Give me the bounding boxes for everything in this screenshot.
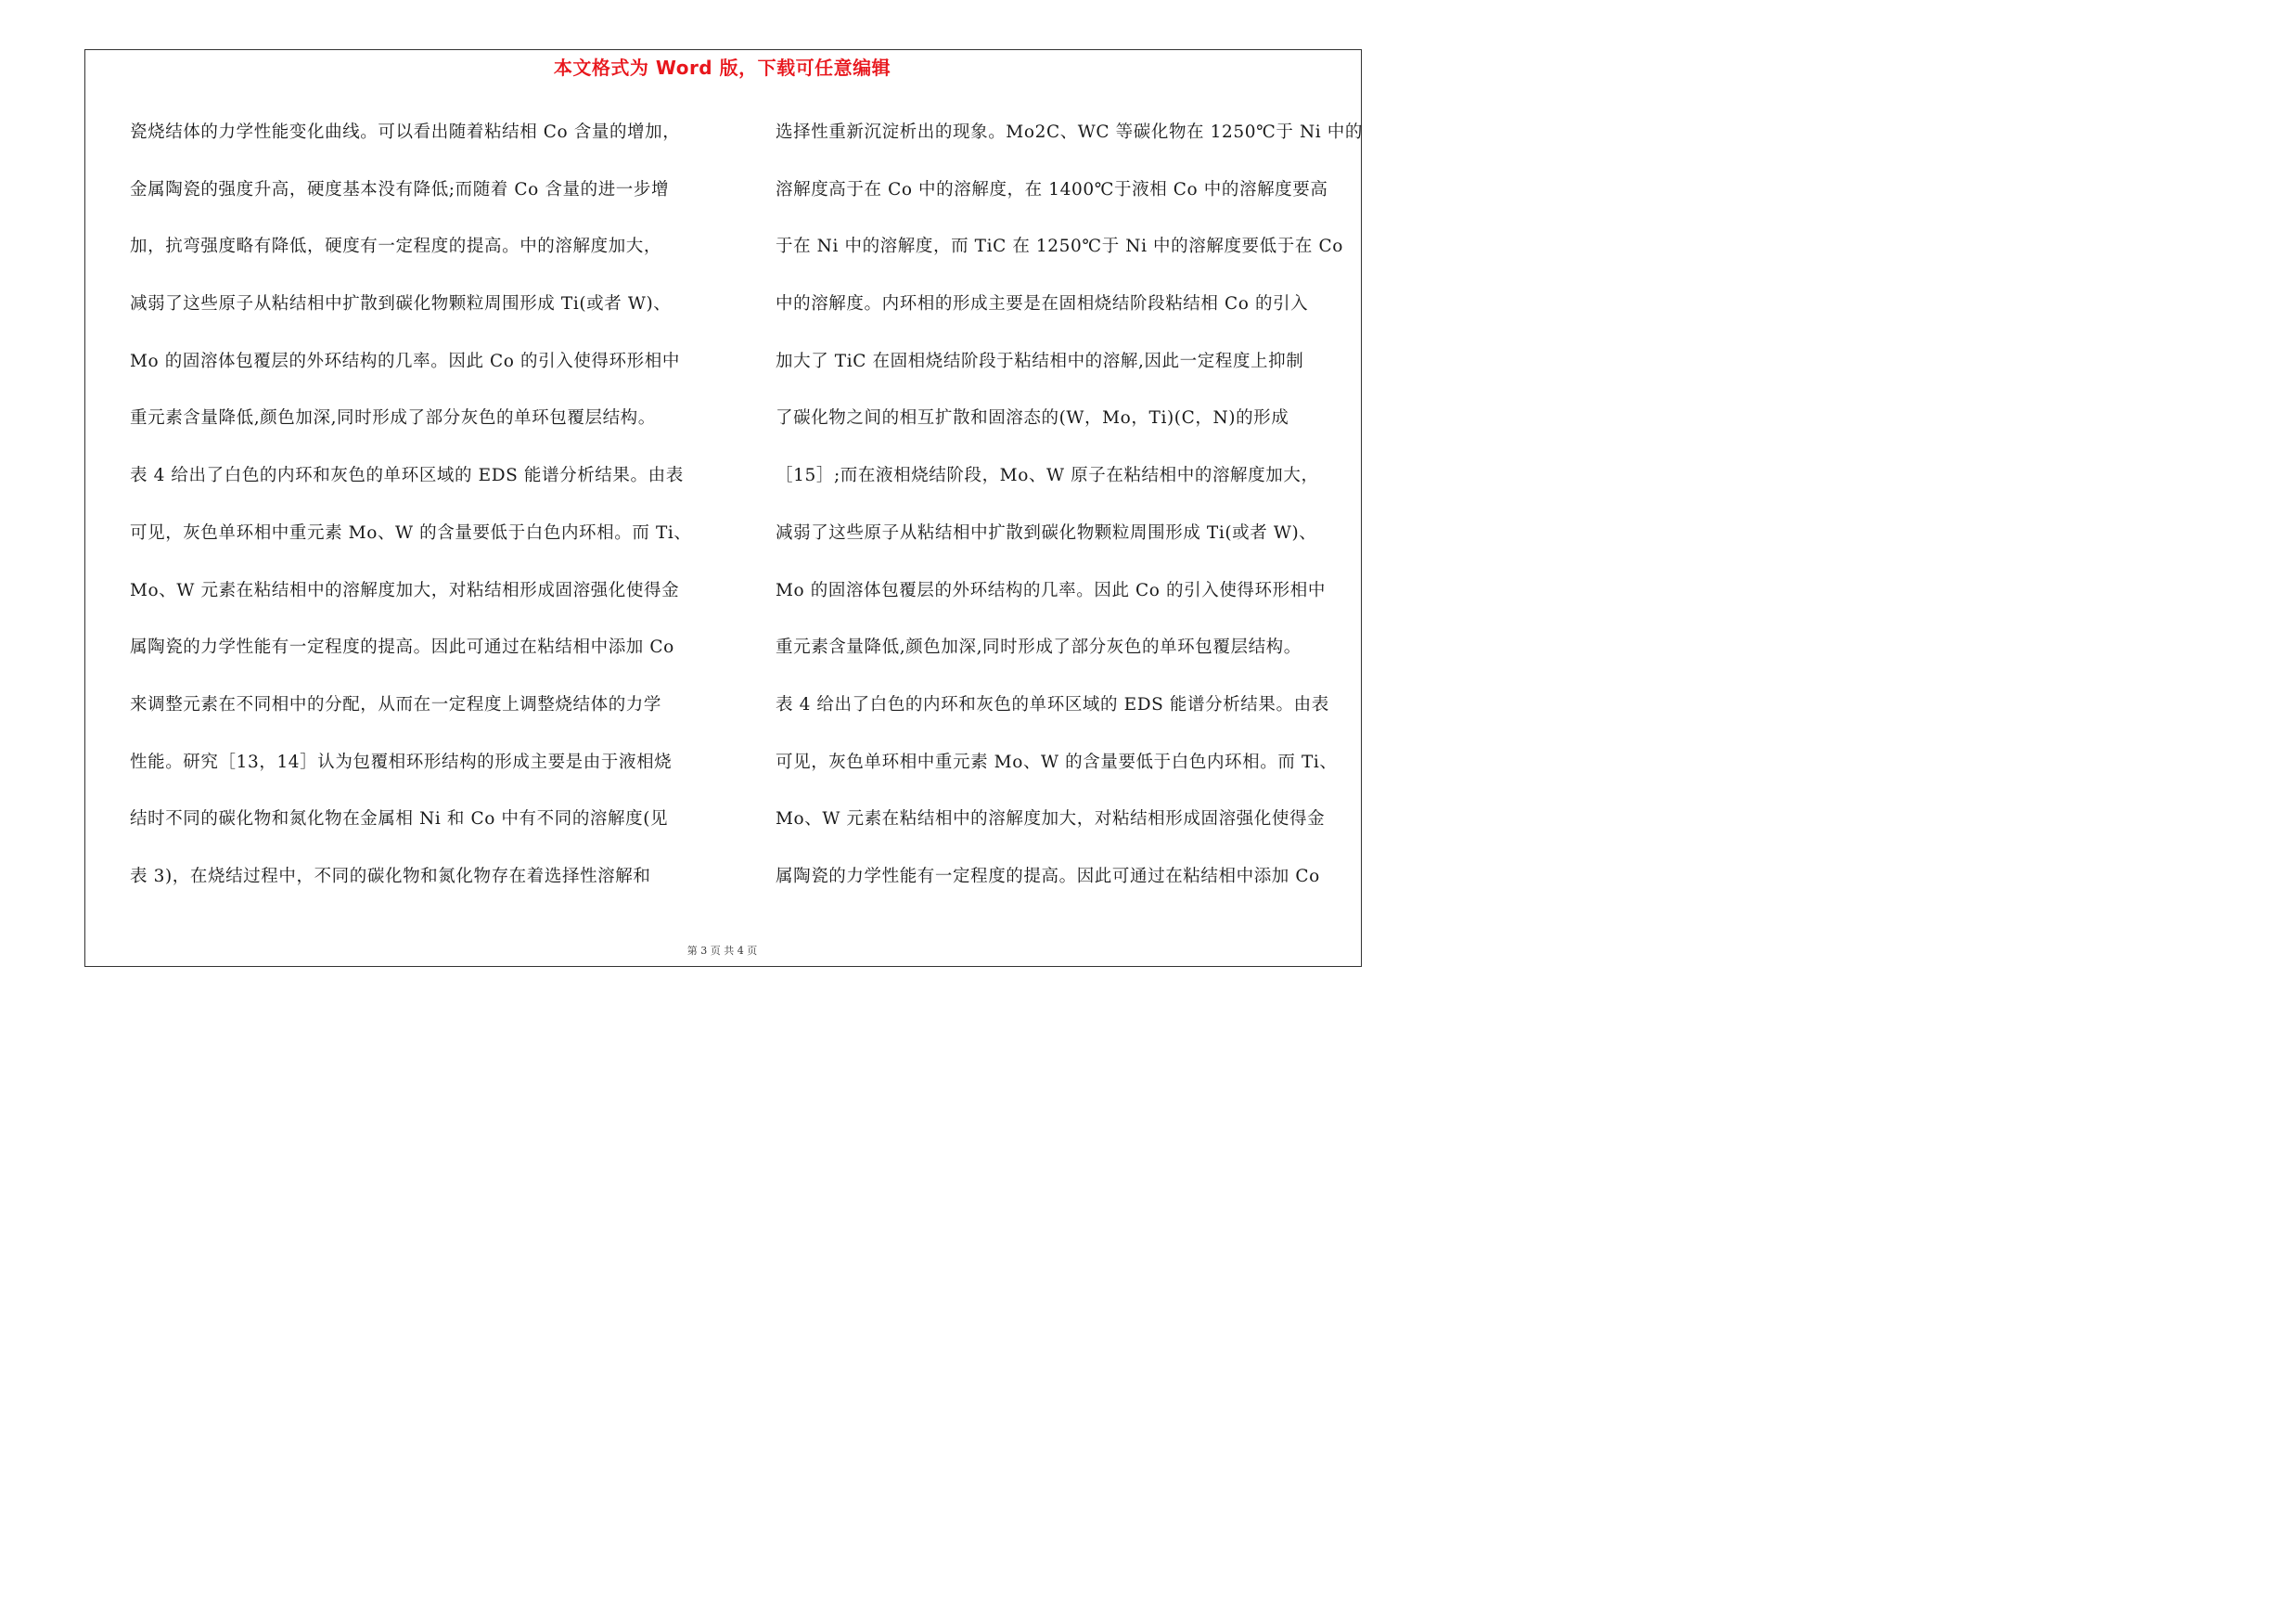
text-line: 加，抗弯强度略有降低，硬度有一定程度的提高。中的溶解度加大， xyxy=(130,237,662,257)
text-line: Mo、W 元素在粘结相中的溶解度加大，对粘结相形成固溶强化使得金 xyxy=(776,809,1326,830)
text-line: 属陶瓷的力学性能有一定程度的提高。因此可通过在粘结相中添加 Co xyxy=(776,866,1320,886)
text-line: 瓷烧结体的力学性能变化曲线。可以看出随着粘结相 Co 含量的增加， xyxy=(130,122,681,142)
left-text-column xyxy=(130,119,724,921)
text-line: 重元素含量降低,颜色加深,同时形成了部分灰色的单环包覆层结构。 xyxy=(130,408,656,429)
text-line: Mo 的固溶体包覆层的外环结构的几率。因此 Co 的引入使得环形相中 xyxy=(776,580,1326,600)
text-line: 结时不同的碳化物和氮化物在金属相 Ni 和 Co 中有不同的溶解度(见 xyxy=(130,809,669,830)
text-line: 可见，灰色单环相中重元素 Mo、W 的含量要低于白色内环相。而 Ti、 xyxy=(776,752,1338,772)
text-line: 金属陶瓷的强度升高，硬度基本没有降低;而随着 Co 含量的进一步增 xyxy=(130,179,670,200)
text-line: Mo 的固溶体包覆层的外环结构的几率。因此 Co 的引入使得环形相中 xyxy=(130,351,680,371)
text-line: 属陶瓷的力学性能有一定程度的提高。因此可通过在粘结相中添加 Co xyxy=(130,638,674,658)
text-line: 于在 Ni 中的溶解度，而 TiC 在 1250℃于 Ni 中的溶解度要低于在 Co xyxy=(776,237,1343,257)
text-line: 可见，灰色单环相中重元素 Mo、W 的含量要低于白色内环相。而 Ti、 xyxy=(130,522,692,543)
right-text-column xyxy=(776,119,1369,921)
page-number-footer: 第 3 页 共 4 页 xyxy=(686,945,758,957)
text-line: 了碳化物之间的相互扩散和固溶态的(W，Mo，Ti)(C，N)的形成 xyxy=(776,408,1289,429)
text-line: Mo、W 元素在粘结相中的溶解度加大，对粘结相形成固溶强化使得金 xyxy=(130,580,680,600)
text-line: 来调整元素在不同相中的分配，从而在一定程度上调整烧结体的力学 xyxy=(130,694,662,715)
text-line: 减弱了这些原子从粘结相中扩散到碳化物颗粒周围形成 Ti(或者 W)、 xyxy=(130,294,672,315)
text-line: 减弱了这些原子从粘结相中扩散到碳化物颗粒周围形成 Ti(或者 W)、 xyxy=(776,522,1317,543)
text-line: 中的溶解度。内环相的形成主要是在固相烧结阶段粘结相 Co 的引入 xyxy=(776,294,1309,315)
text-line: 表 4 给出了白色的内环和灰色的单环区域的 EDS 能谱分析结果。由表 xyxy=(130,466,684,486)
text-line: 表 4 给出了白色的内环和灰色的单环区域的 EDS 能谱分析结果。由表 xyxy=(776,694,1329,715)
text-line: ［15］;而在液相烧结阶段，Mo、W 原子在粘结相中的溶解度加大， xyxy=(776,466,1319,486)
text-line: 溶解度高于在 Co 中的溶解度，在 1400℃于液相 Co 中的溶解度要高 xyxy=(776,179,1328,200)
text-line: 表 3)，在烧结过程中，不同的碳化物和氮化物存在着选择性溶解和 xyxy=(130,866,651,886)
text-line: 加大了 TiC 在固相烧结阶段于粘结相中的溶解,因此一定程度上抑制 xyxy=(776,351,1304,371)
text-line: 性能。研究［13，14］认为包覆相环形结构的形成主要是由于液相烧 xyxy=(130,752,673,772)
document-header-title: 本文格式为 Word 版，下载可任意编辑 xyxy=(553,57,891,79)
text-line: 重元素含量降低,颜色加深,同时形成了部分灰色的单环包覆层结构。 xyxy=(776,638,1302,658)
text-line: 选择性重新沉淀析出的现象。Mo2C、WC 等碳化物在 1250℃于 Ni 中的 xyxy=(776,122,1363,142)
